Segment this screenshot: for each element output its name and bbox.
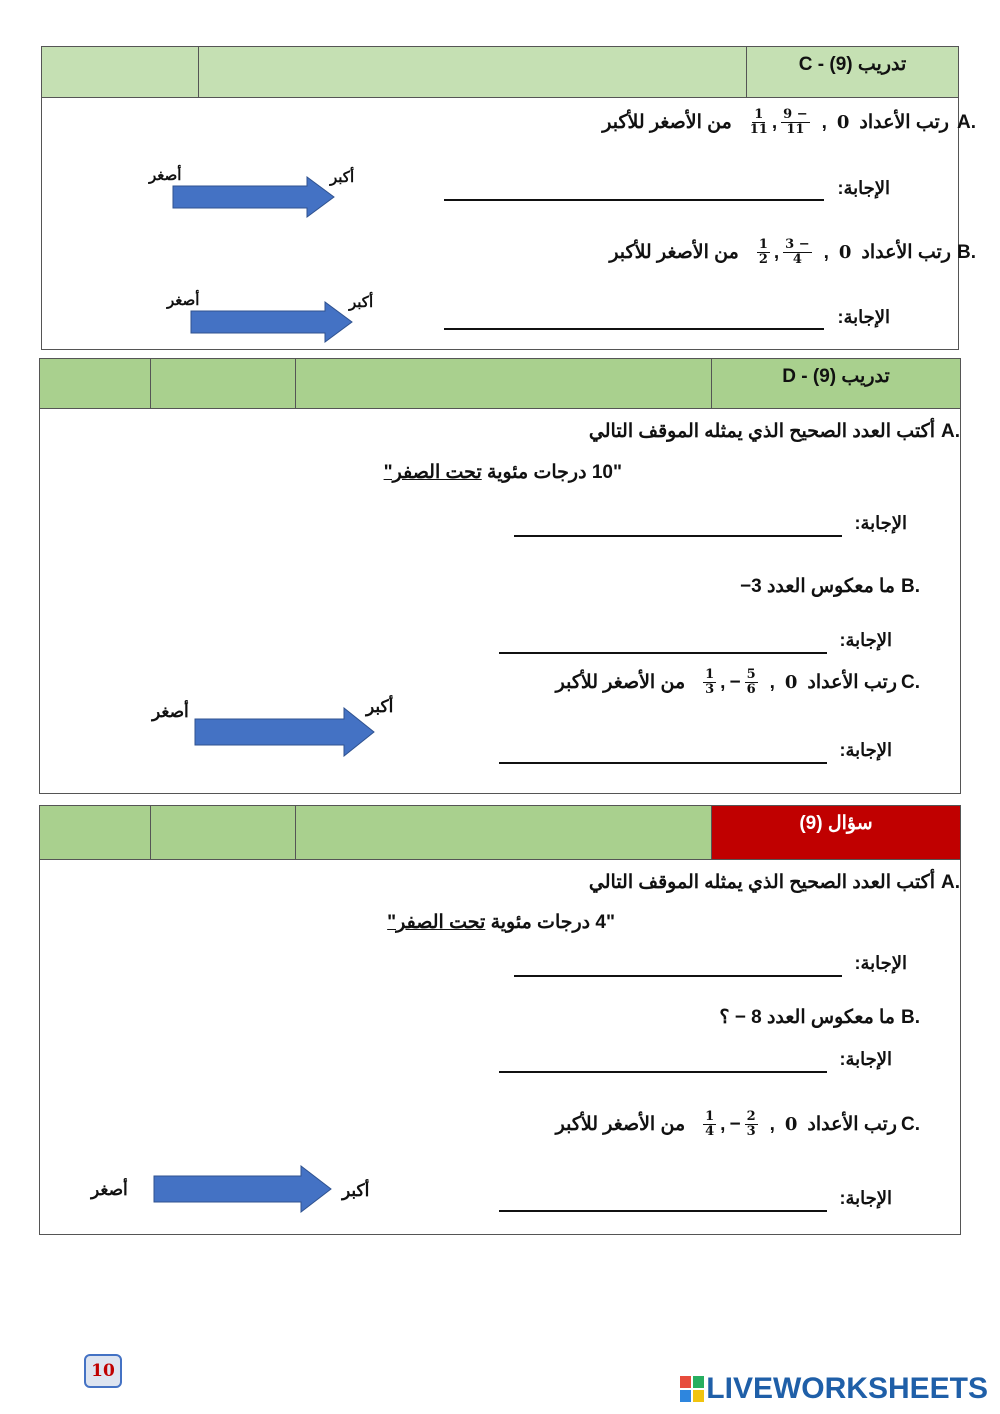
situation-quote: "10 درجات مئوية تحت الصفر"	[383, 462, 622, 483]
comma: ,	[823, 241, 829, 263]
arrow-right-icon	[190, 301, 354, 343]
logo-text: LIVEWORKSHEETS	[706, 1372, 988, 1405]
question-text: رتب الأعداد	[807, 1114, 897, 1136]
comma: ,	[720, 1113, 726, 1135]
question-text: من الأصغر للأكبر	[555, 1114, 686, 1136]
answer-label: الإجابة:	[854, 953, 907, 973]
label-small: أصغر	[91, 1180, 128, 1199]
header-cell	[40, 359, 150, 408]
answer-field[interactable]	[499, 1210, 827, 1212]
fraction: $\frac{1}{11}$	[749, 107, 768, 138]
answer-field[interactable]	[444, 199, 824, 201]
question-text: أكتب العدد الصحيح الذي يمثله الموقف التالي	[588, 421, 935, 442]
number-zero: 0	[784, 1114, 798, 1136]
label-small: أصغر	[149, 167, 182, 184]
header-cell	[295, 359, 711, 408]
question-text: من الأصغر للأكبر	[555, 672, 686, 694]
question-text: أكتب العدد الصحيح الذي يمثله الموقف التالي	[588, 872, 935, 893]
page-number: 10	[84, 1354, 122, 1388]
situation-quote: "4 درجات مئوية تحت الصفر"	[387, 912, 615, 933]
label-big: أكبر	[330, 169, 355, 186]
comma: ,	[769, 1113, 775, 1135]
question-b	[719, 1006, 920, 1029]
question-a	[589, 871, 960, 894]
arrow-right-icon	[172, 176, 336, 218]
question-text: من الأصغر للأكبر	[609, 242, 739, 264]
arrow-right-icon	[194, 707, 376, 757]
liveworksheets-logo	[680, 1372, 988, 1406]
question-b	[740, 575, 920, 598]
header-cell	[150, 359, 295, 408]
comma: ,	[769, 671, 775, 693]
question-letter: B.	[901, 575, 920, 597]
comma: ,	[773, 241, 780, 263]
label-big: أكبر	[366, 697, 394, 716]
fraction: $\frac{- 3}{4}$	[785, 237, 810, 268]
answer-label: الإجابة:	[854, 513, 907, 533]
section-header	[42, 47, 958, 98]
number-zero: 0	[784, 672, 798, 694]
comma: ,	[821, 111, 827, 133]
header-cell	[40, 806, 150, 859]
answer-label: الإجابة:	[837, 307, 890, 327]
answer-field[interactable]	[499, 1071, 827, 1073]
answer-field[interactable]	[444, 328, 824, 330]
fraction: $\frac{5}{6}$	[746, 667, 756, 698]
fraction: $\frac{1}{4}$	[705, 1109, 715, 1140]
header-cell	[150, 806, 295, 859]
label-big: أكبر	[342, 1181, 370, 1200]
fraction: $\frac{1}{2}$	[758, 237, 768, 268]
answer-label: الإجابة:	[839, 630, 892, 650]
question-a	[602, 108, 976, 138]
question-text: رتب الأعداد	[861, 242, 951, 264]
answer-field[interactable]	[514, 975, 842, 977]
answer-label: الإجابة:	[839, 740, 892, 760]
header-cell	[42, 47, 198, 97]
question-text: من الأصغر للأكبر	[602, 112, 732, 134]
label-small: أصغر	[152, 702, 189, 721]
answer-label: الإجابة:	[839, 1188, 892, 1208]
question-text: رتب الأعداد	[859, 112, 949, 134]
minus-sign: −	[729, 1113, 741, 1135]
minus-sign: −	[729, 671, 741, 693]
question-letter: B.	[901, 1006, 920, 1028]
question-letter: B.	[957, 241, 976, 263]
liveworksheets-logo-icon	[680, 1376, 704, 1402]
answer-field[interactable]	[499, 652, 827, 654]
fraction: $\frac{2}{3}$	[746, 1109, 756, 1140]
answer-label: الإجابة:	[837, 178, 890, 198]
question-letter: A.	[941, 420, 960, 442]
question-letter: C.	[901, 671, 920, 693]
section-title: سؤال (9)	[711, 806, 960, 859]
question-c	[556, 668, 920, 698]
comma: ,	[771, 111, 778, 133]
number-zero: 0	[838, 242, 852, 264]
question-text: ما معكوس العدد 3−	[739, 576, 895, 597]
fraction: $\frac{- 9}{11}$	[783, 107, 808, 138]
section-title: تدريب (9) - D	[711, 359, 960, 408]
question-b	[609, 238, 976, 268]
question-letter: C.	[901, 1113, 920, 1135]
question-letter: A.	[957, 111, 976, 133]
question-text: ما معكوس العدد 8 − ؟	[719, 1007, 895, 1028]
label-big: أكبر	[349, 294, 374, 311]
header-cell	[198, 47, 746, 97]
header-cell	[295, 806, 711, 859]
section-header	[40, 806, 960, 860]
arrow-right-icon	[153, 1165, 333, 1213]
number-zero: 0	[836, 112, 850, 134]
question-a	[589, 420, 960, 443]
question-c	[556, 1110, 920, 1140]
section-title: تدريب (9) - C	[746, 47, 958, 97]
section-header	[40, 359, 960, 409]
label-small: أصغر	[167, 292, 200, 309]
comma: ,	[720, 671, 726, 693]
question-letter: A.	[941, 871, 960, 893]
fraction: $\frac{1}{3}$	[705, 667, 715, 698]
answer-label: الإجابة:	[839, 1049, 892, 1069]
question-text: رتب الأعداد	[807, 672, 897, 694]
answer-field[interactable]	[514, 535, 842, 537]
answer-field[interactable]	[499, 762, 827, 764]
